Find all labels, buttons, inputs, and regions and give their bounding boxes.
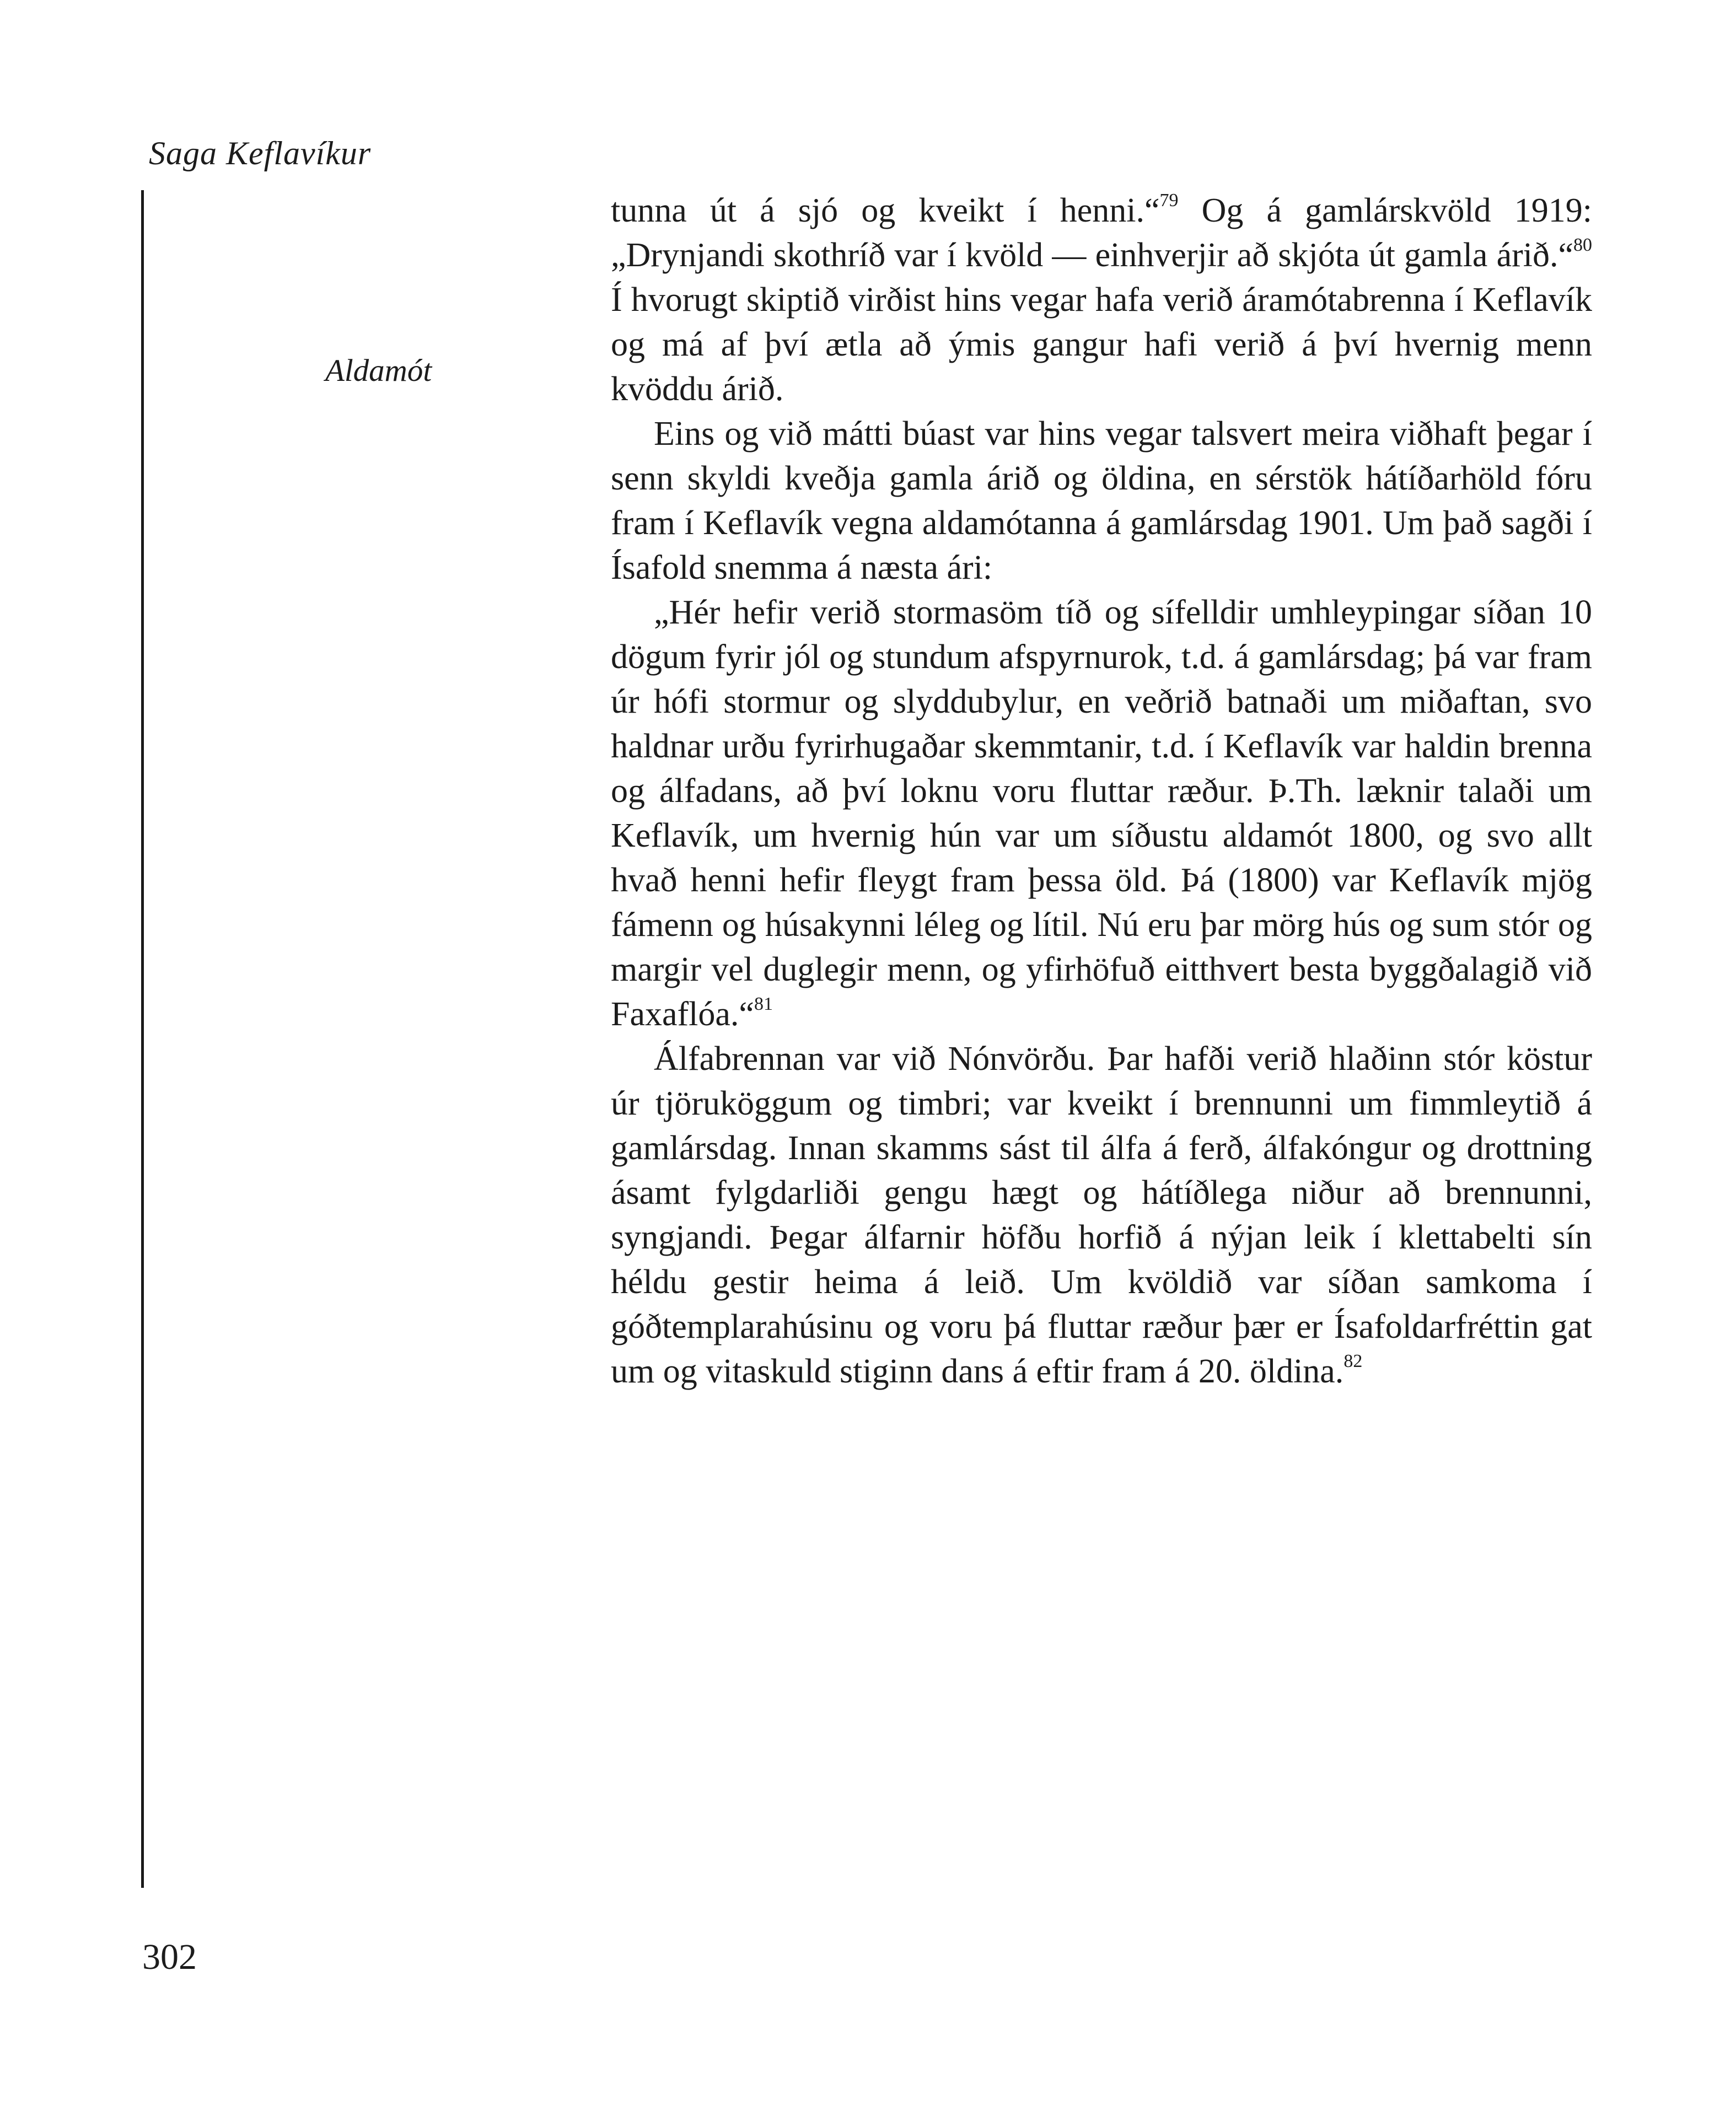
text-column — [611, 189, 1592, 1394]
paragraph-2-text: Eins og við mátti búast var hins vegar talsvert meira viðhaft þegar í senn skyldi kveðja gamla árið og öldina, en sérstök hátíðarhöld fóru fram í Keflavík vegna aldamótanna á gamlársdag 1901. Um það sagði í Ísafold snemma á næsta ári: — [611, 415, 1592, 586]
footnote-ref-81: 81 — [754, 994, 773, 1014]
margin-note: Aldamót — [325, 353, 432, 388]
paragraph-2 — [611, 412, 1592, 590]
footnote-ref-80: 80 — [1573, 235, 1592, 255]
paragraph-1-text-c: Í hvorugt skiptið virðist hins vegar hafa verið áramótabrenna í Keflavík og má af því ætla að ýmis gangur hafi verið á því hvernig menn kvöddu árið. — [611, 281, 1592, 408]
paragraph-1-text-b: Og á gamlárskvöld 1919: „Drynjandi skothríð var í kvöld — einhverjir að skjóta út gamla árið.“ — [611, 192, 1592, 274]
paragraph-1-text-a: tunna út á sjó og kveikt í henni.“ — [611, 192, 1160, 229]
quotation-paragraph — [611, 590, 1592, 1037]
footnote-ref-79: 79 — [1159, 190, 1179, 211]
paragraph-4 — [611, 1037, 1592, 1394]
paragraph-4-text: Álfabrennan var við Nónvörðu. Þar hafði verið hlaðinn stór köstur úr tjöruköggum og timbri; var kveikt í brennunni um fimmleytið á gamlársdag. Innan skamms sást til álfa á ferð, álfakóngur og drottning ásamt fylgdarliði gengu hægt og hátíðlega niður að brennunni, syngjandi. Þegar álfarnir höfðu horfið á nýjan leik í klettabelti sín héldu gestir heima á leið. Um kvöldið var síðan samkoma í góðtemplarahúsinu og voru þá fluttar ræður þær er Ísafoldarfréttin gat um og vitaskuld stiginn dans á eftir fram á 20. öldina. — [611, 1040, 1592, 1390]
footnote-ref-82: 82 — [1343, 1351, 1363, 1371]
paragraph-1 — [611, 189, 1592, 412]
margin-rule — [141, 190, 144, 1888]
quotation-text: „Hér hefir verið stormasöm tíð og sífelldir umhleypingar síðan 10 dögum fyrir jól og stundum afspyrnurok, t.d. á gamlársdag; þá var fram úr hófi stormur og slyddubylur, en veðrið batnaði um miðaftan, svo haldnar urðu fyrirhugaðar skemmtanir, t.d. í Keflavík var haldin brenna og álfadans, að því loknu voru fluttar ræður. Þ.Th. læknir talaði um Keflavík, um hvernig hún var um síðustu aldamót 1800, og svo allt hvað henni hefir fleygt fram þessa öld. Þá (1800) var Keflavík mjög fámenn og húsakynni léleg og lítil. Nú eru þar mörg hús og sum stór og margir vel duglegir menn, og yfirhöfuð eitthvert besta byggðalagið við Faxaflóa.“ — [611, 594, 1592, 1033]
page-number: 302 — [142, 1937, 197, 1977]
running-head: Saga Keflavíkur — [149, 135, 372, 171]
